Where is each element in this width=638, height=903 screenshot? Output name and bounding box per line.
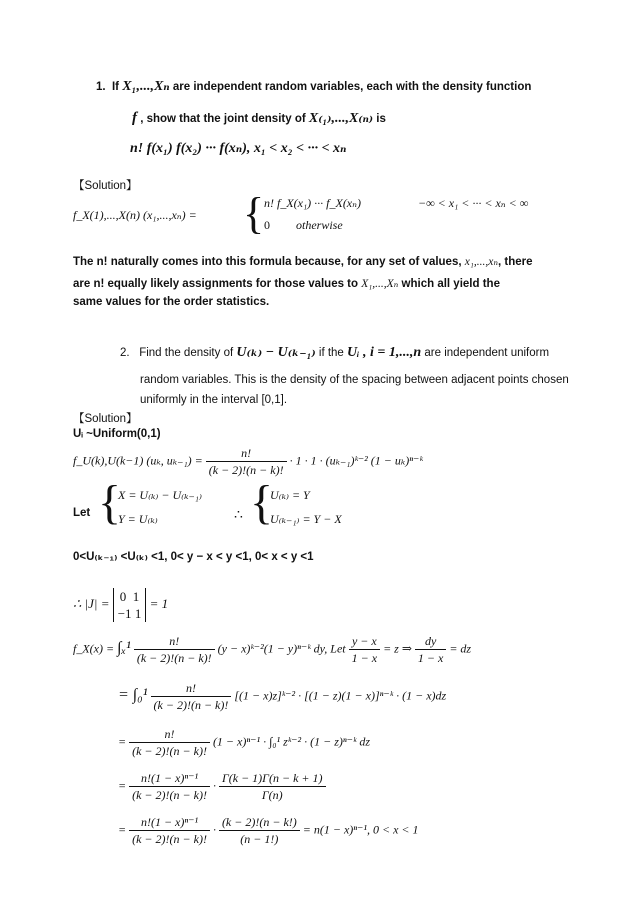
l2-rest: [(1 − x)z]ᵏ⁻² · [(1 − z)(1 − x)]ⁿ⁻ᵏ · (1 − x)dz xyxy=(234,688,447,703)
marginal-density-line xyxy=(73,633,471,666)
sub-fraction-2 xyxy=(415,633,446,666)
sub-mid: = z ⇒ xyxy=(383,641,412,656)
sub-fraction xyxy=(349,633,380,666)
derivation-line-3 xyxy=(118,726,370,759)
l5-eq: = xyxy=(118,822,127,837)
system-2-eq-b: U₍ₖ₋₁₎ = Y − X xyxy=(270,512,342,526)
fx-num: n! xyxy=(134,633,215,650)
explanation-line-3: same values for the order statistics. xyxy=(73,296,270,308)
integral-x-1: ∫ₓ¹ xyxy=(117,639,131,657)
l4-gamma-den: Γ(n) xyxy=(261,788,283,802)
problem-number: 1. xyxy=(96,81,106,93)
problem-2-line-2: random variables. This is the density of the spacing between adjacent points chosen xyxy=(140,374,569,386)
solution-1-heading: 【Solution】 xyxy=(73,180,138,192)
explanation-text-2b: which all yield the xyxy=(401,278,500,290)
sub-num-2: dy xyxy=(415,633,446,650)
explanation-text-1: The n! naturally comes into this formula because, for any set of values, xyxy=(73,256,462,268)
l3-fraction xyxy=(129,726,210,759)
l4-gamma-fraction xyxy=(219,770,326,803)
l5-fraction xyxy=(129,814,210,847)
is-word: is xyxy=(376,113,386,125)
fx-rest: (y − x)ᵏ⁻²(1 − y)ⁿ⁻ᵏ dy, xyxy=(217,641,328,656)
jacobian-lhs: ∴ |J| = xyxy=(73,595,110,611)
sub-den-2: 1 − x xyxy=(417,651,444,665)
problem-1-statement xyxy=(96,78,531,95)
problem-number-2: 2. xyxy=(120,347,130,359)
problem-2-statement xyxy=(120,344,549,361)
integral-0-1: = ∫₀¹ xyxy=(118,686,148,704)
jac-m22: 1 xyxy=(134,606,142,621)
jac-m11: 0 xyxy=(119,589,127,604)
l5-factorial-fraction xyxy=(219,814,300,847)
sub-num: y − x xyxy=(349,633,380,650)
joint-den: (k − 2)!(n − k)! xyxy=(208,463,284,477)
explanation-text-2: are n! equally likely assignments for those values to xyxy=(73,278,359,290)
derivation-line-2 xyxy=(118,680,446,713)
values-seq: x₁,...,xₙ xyxy=(464,256,498,268)
inequality-conditions: 0<U₍ₖ₋₁₎ <U₍ₖ₎ <1, 0< y − x < y <1, 0< x < y <1 xyxy=(73,551,314,563)
f-symbol: f xyxy=(132,110,137,126)
system-1-eq-a: X = U₍ₖ₎ − U₍ₖ₋₁₎ xyxy=(118,488,202,502)
solution-1-lhs: f_X(1),...,X(n) (x₁,...,xₙ) = xyxy=(73,208,197,222)
l3-den: (k − 2)!(n − k)! xyxy=(132,744,207,758)
explanation-line-2 xyxy=(73,276,500,290)
order-stats-seq: X₍₁₎,...,X₍ₙ₎ xyxy=(308,111,374,126)
problem-2-text-1: Find the density of xyxy=(139,347,234,359)
system-2-brace: { xyxy=(250,476,274,529)
problem-2-line-3: uniformly in the interval [0,1]. xyxy=(140,394,288,406)
fx-den: (k − 2)!(n − k)! xyxy=(136,651,212,665)
l3-eq: = xyxy=(118,734,127,749)
case-1-expr: n! f_X(x₁) ··· f_X(xₙ) xyxy=(264,196,361,210)
joint-num: n! xyxy=(206,445,287,462)
derivation-line-5: = $\frac{\text{n!(1 − x)ⁿ⁻¹}}{(k - 2)!(n - k)!}$ · $\frac{(k - 2)!(n - k!)}{(n - 1!)}$ = n(1 − x)ⁿ⁻¹, 0 < x < 1 xyxy=(118,815,419,846)
l5-num: n!(1 − x)ⁿ⁻¹ xyxy=(129,814,210,831)
jac-m12: 1 xyxy=(132,589,140,604)
variables-seq: X₁,...,Xₙ xyxy=(122,79,170,94)
l3-rest: (1 − x)ⁿ⁻¹ · ∫₀¹ zᵏ⁻² · (1 − z)ⁿ⁻ᵏ dz xyxy=(212,734,371,749)
therefore-symbol: ∴ xyxy=(234,508,243,523)
l4-fraction xyxy=(129,770,210,803)
l4-gamma-num: Γ(k − 1)Γ(n − k + 1) xyxy=(219,770,326,787)
fx-lhs: f_X(x) = xyxy=(73,641,115,656)
joint-density-line xyxy=(73,445,423,478)
explanation-line-1 xyxy=(73,254,533,268)
case-1-condition: −∞ < x₁ < ··· < xₙ < ∞ xyxy=(418,196,529,210)
sub-den: 1 − x xyxy=(351,651,378,665)
joint-lhs: f_U(k),U(k−1) (uₖ, uₖ₋₁) = xyxy=(73,453,203,468)
explanation-text-1b: , there xyxy=(498,256,533,268)
jacobian-rhs: = 1 xyxy=(149,595,169,611)
problem-2-text-3: are independent uniform xyxy=(424,347,550,359)
jacobian-matrix xyxy=(113,588,147,622)
spacing-expr: U₍ₖ₎ − U₍ₖ₋₁₎ xyxy=(236,345,316,360)
solution-2-heading: 【Solution】 xyxy=(73,413,138,425)
l4-den: (k − 2)!(n − k)! xyxy=(132,788,207,802)
ui-index-expr: Uᵢ , i = 1,...,n xyxy=(347,345,422,360)
l2-fraction xyxy=(151,680,232,713)
l5-end: = n(1 − x)ⁿ⁻¹, 0 < x < 1 xyxy=(302,822,419,837)
let-2: Let xyxy=(330,641,346,656)
derivation-line-4: = $\frac{\text{n!(1 − x)ⁿ⁻¹}}{(k - 2)!(n - k)!}$ · $\frac{\Gamma(k - 1)\Gamma(n - k + 1)}{\Gamma(n)}$ xyxy=(118,770,326,803)
jacobian-line xyxy=(73,588,168,622)
left-brace: { xyxy=(243,189,265,238)
statement-text-2: , show that the joint density of xyxy=(140,113,306,125)
let-label: Let xyxy=(73,507,91,519)
l5-den: (k − 2)!(n − k)! xyxy=(132,832,207,846)
joint-rest: · 1 · 1 · (uₖ₋₁)ᵏ⁻² (1 − uₖ)ⁿ⁻ᵏ xyxy=(289,453,423,468)
l2-den: (k − 2)!(n − k)! xyxy=(153,698,229,712)
system-1-eq-b: Y = U₍ₖ₎ xyxy=(118,512,158,526)
l5-fact-den: (n − 1!) xyxy=(240,832,279,846)
case-2-condition: otherwise xyxy=(296,218,343,232)
fx-fraction xyxy=(134,633,215,666)
case-2-expr: 0 xyxy=(264,218,270,232)
l2-num: n! xyxy=(151,680,232,697)
l4-num: n!(1 − x)ⁿ⁻¹ xyxy=(129,770,210,787)
system-2-eq-a: U₍ₖ₎ = Y xyxy=(270,488,310,502)
problem-2-text-2: if the xyxy=(318,347,344,359)
system-1-brace: { xyxy=(98,476,122,529)
l5-fact-num: (k − 2)!(n − k!) xyxy=(219,814,300,831)
jac-m21: −1 xyxy=(117,606,132,621)
l4-eq: = xyxy=(118,778,127,793)
vars-seq: X₁,...,Xₙ xyxy=(361,278,399,290)
uniform-statement: Uᵢ ~Uniform(0,1) xyxy=(73,428,161,440)
problem-1-statement-line2 xyxy=(132,110,386,127)
sub-end: = dz xyxy=(449,641,472,656)
if-word: If xyxy=(111,81,120,93)
joint-density-formula: n! f(x₁) f(x₂) ··· f(xₙ), x₁ < x₂ < ··· < xₙ xyxy=(130,141,347,156)
joint-fraction xyxy=(206,445,287,478)
l3-num: n! xyxy=(129,726,210,743)
statement-text: are independent random variables, each with the density function xyxy=(172,81,532,93)
